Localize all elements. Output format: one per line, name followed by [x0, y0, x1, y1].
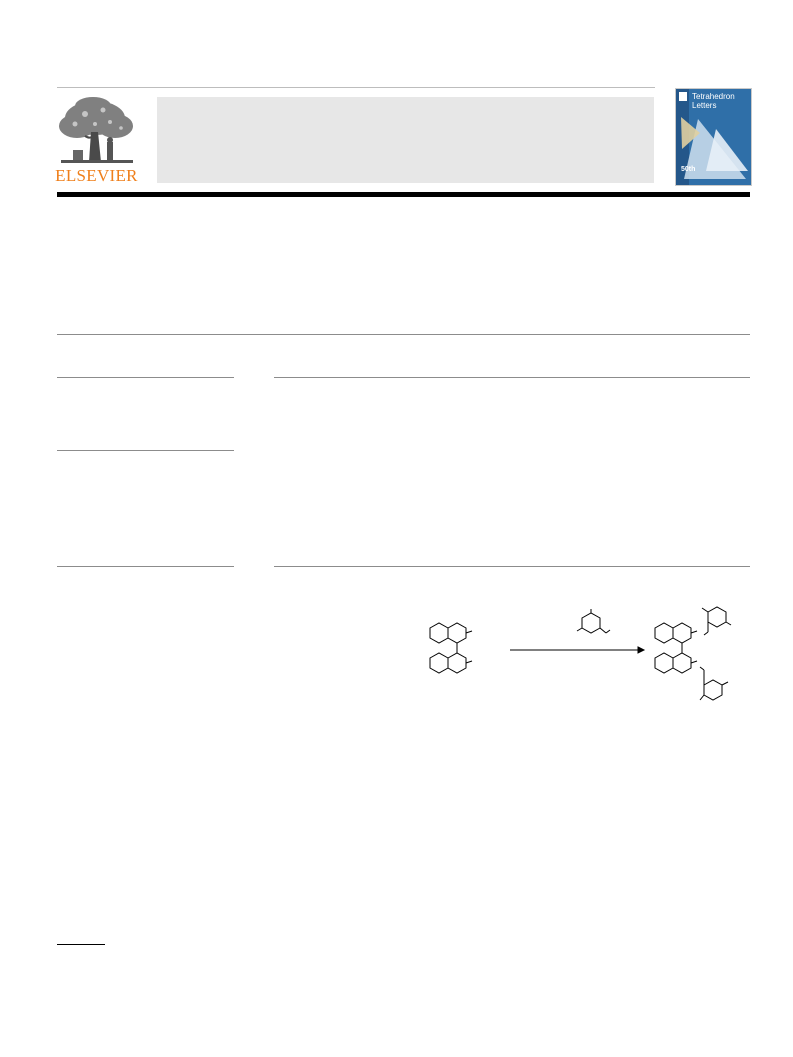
journal-cover-issue: 50th — [681, 166, 696, 173]
keywords-rule — [57, 450, 234, 451]
header-thick-rule — [57, 192, 750, 197]
footnote-rule — [57, 944, 105, 945]
journal-header-banner — [157, 97, 654, 183]
methylbenzyl-reagent-icon — [577, 609, 610, 633]
header-top-rule — [57, 87, 655, 88]
journal-cover-title: Tetrahedron Letters — [692, 92, 735, 110]
reaction-scheme — [420, 600, 750, 710]
journal-cover-thumbnail[interactable] — [675, 88, 752, 186]
publisher-logo[interactable] — [55, 96, 138, 184]
tree-of-knowledge-icon — [55, 96, 138, 166]
bis-benzyloxy-binaphthyl-icon — [655, 607, 731, 700]
title-block-rule — [57, 334, 750, 335]
reaction-arrow-icon — [510, 647, 644, 653]
article-info-bottom-rule — [57, 566, 234, 567]
publisher-wordmark: ELSEVIER — [55, 166, 138, 185]
abstract-top-rule — [274, 377, 750, 378]
article-info-top-rule — [57, 377, 234, 378]
binaphthyl-icon — [430, 623, 472, 673]
abstract-bottom-rule — [274, 566, 750, 567]
